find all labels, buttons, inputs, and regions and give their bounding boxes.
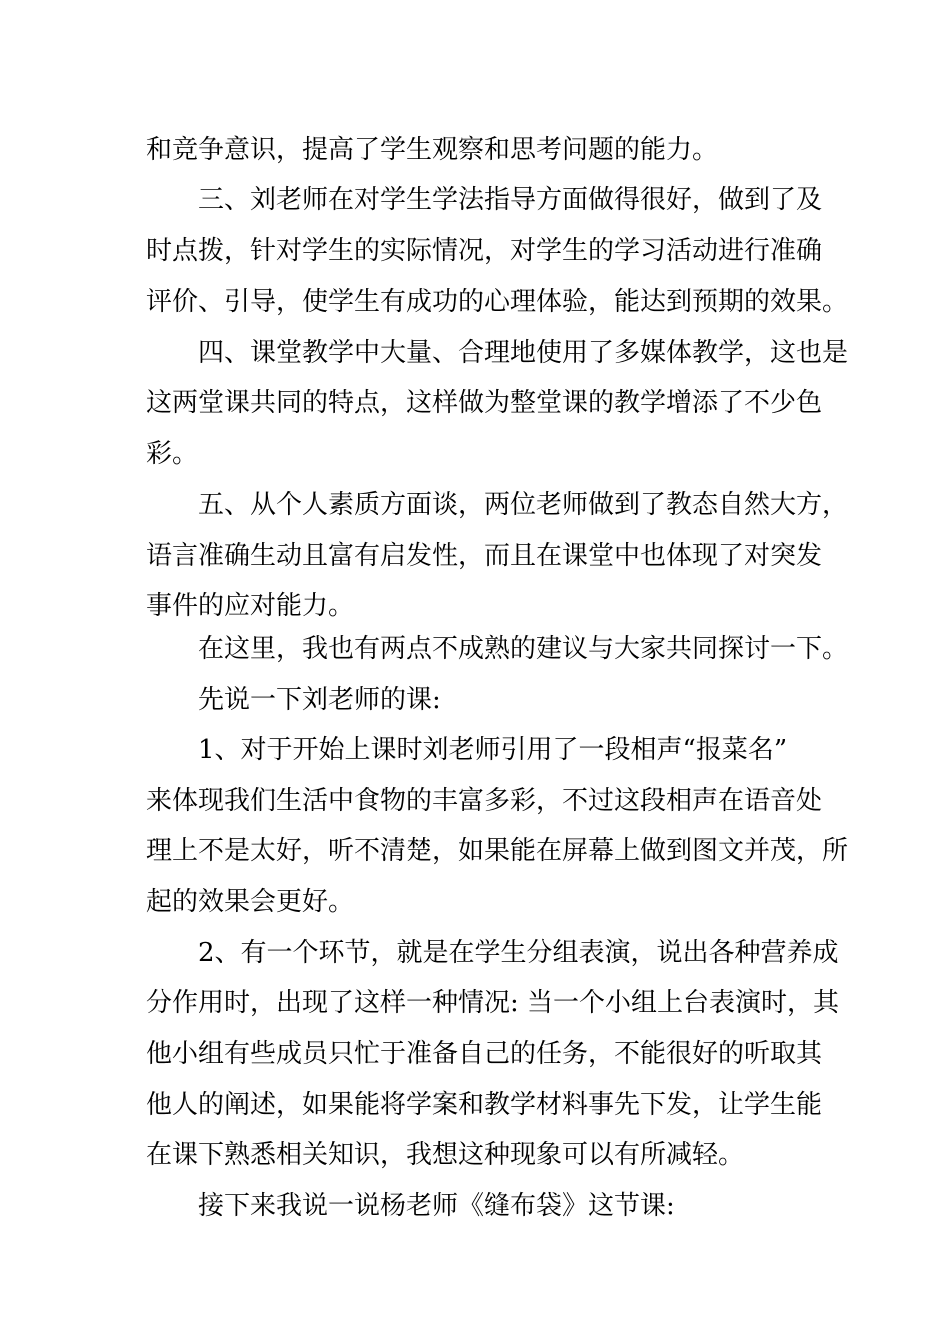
numbered-item-1: 1、对于开始上课时刘老师引用了一段相声“报菜名” <box>198 735 788 765</box>
text-line: 语言准确生动且富有启发性，而且在课堂中也体现了对突发 <box>146 541 823 571</box>
paragraph-heading-three: 三、刘老师在对学生学法指导方面做得很好，做到了及 <box>198 185 823 215</box>
paragraph-heading-four: 四、课堂教学中大量、合理地使用了多媒体教学，这也是 <box>198 338 849 368</box>
text-line: 他人的阐述，如果能将学案和教学材料事先下发，让学生能 <box>146 1090 823 1120</box>
text-line: 在课下熟悉相关知识，我想这种现象可以有所减轻。 <box>146 1140 745 1170</box>
text-line: 来体现我们生活中食物的丰富多彩，不过这段相声在语音处 <box>146 786 823 816</box>
paragraph-heading-five: 五、从个人素质方面谈，两位老师做到了教态自然大方， <box>198 490 849 520</box>
suggestion-intro: 在这里，我也有两点不成熟的建议与大家共同探讨一下。 <box>198 634 849 664</box>
text-line: 评价、引导，使学生有成功的心理体验，能达到预期的效果。 <box>146 287 849 317</box>
text-line: 这两堂课共同的特点，这样做为整堂课的教学增添了不少色 <box>146 388 823 418</box>
text-line: 彩。 <box>146 439 199 469</box>
text-line: 和竞争意识，提高了学生观察和思考问题的能力。 <box>146 135 719 165</box>
numbered-item-2: 2、有一个环节，就是在学生分组表演，说出各种营养成 <box>198 938 839 968</box>
text-line: 他小组有些成员只忙于准备自己的任务，不能很好的听取其 <box>146 1039 823 1069</box>
text-line: 起的效果会更好。 <box>146 887 355 917</box>
section-intro-liu: 先说一下刘老师的课: <box>198 685 441 715</box>
text-line: 事件的应对能力。 <box>146 591 355 621</box>
section-intro-yang: 接下来我说一说杨老师《缝布袋》这节课: <box>198 1191 675 1221</box>
text-line: 理上不是太好，听不清楚，如果能在屏幕上做到图文并茂，所 <box>146 836 849 866</box>
text-line: 时点拨，针对学生的实际情况，对学生的学习活动进行准确 <box>146 236 823 266</box>
text-line: 分作用时，出现了这样一种情况: 当一个小组上台表演时，其 <box>146 988 840 1018</box>
